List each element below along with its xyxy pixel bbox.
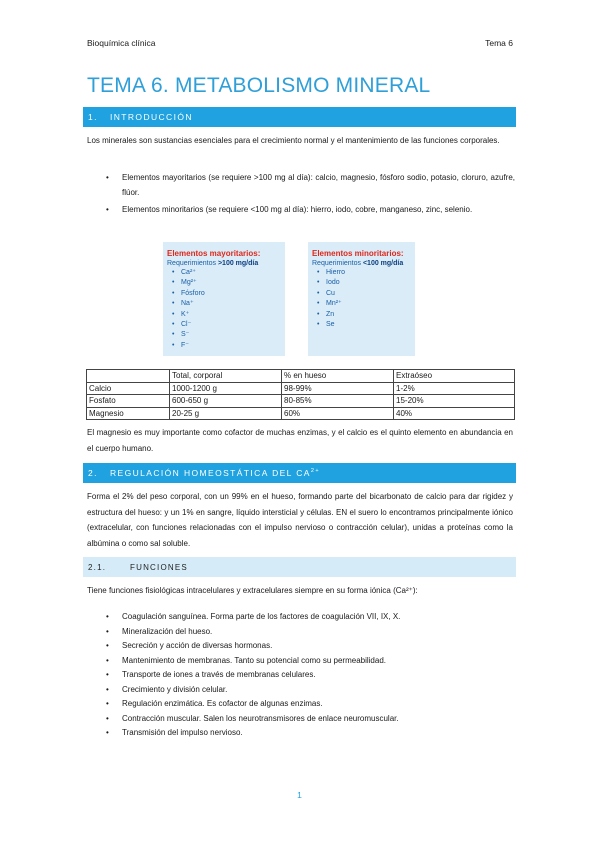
- bullet-icon: •: [172, 289, 175, 297]
- subsection-2-1-number: 2.1.: [88, 563, 107, 572]
- bullet-icon: •: [106, 728, 109, 737]
- minor-elements-box: [308, 242, 415, 356]
- bullet-icon: •: [106, 173, 109, 182]
- section-2-title-superscript: 2+: [310, 468, 320, 475]
- running-header-left: Bioquímica clínica: [87, 38, 156, 48]
- magnesium-calcium-note: El magnesio es muy importante como cofactor de muchas enzimas, y el calcio es el quinto elemento en abundancia en el cuerpo humano.: [87, 428, 513, 453]
- list-item: [87, 202, 515, 217]
- section-1-title: INTRODUCCIÓN: [110, 112, 193, 122]
- bullet-icon: •: [106, 713, 109, 723]
- element-label: Iodo: [326, 279, 340, 287]
- table-header-cell: [87, 370, 170, 383]
- list-item-text: Coagulación sanguínea. Forma parte de los factores de coagulación VII, IX, X.: [122, 612, 401, 621]
- list-item: [87, 698, 515, 709]
- table-cell: 1000-1200 g: [170, 382, 282, 395]
- element-item: [167, 320, 285, 330]
- table-cell: Magnesio: [87, 407, 170, 420]
- bullet-icon: •: [106, 670, 109, 679]
- element-label: F⁻: [181, 341, 189, 349]
- table-header-cell: Extraóseo: [394, 370, 515, 383]
- list-item: [87, 170, 515, 201]
- section-2-heading: [83, 463, 516, 483]
- running-header-right: Tema 6: [485, 38, 513, 48]
- element-item: [167, 289, 285, 299]
- element-label: Hierro: [326, 269, 346, 276]
- table-cell: 1-2%: [394, 382, 515, 395]
- element-label: Cl⁻: [181, 321, 192, 329]
- table-cell: 80-85%: [282, 395, 394, 408]
- list-item: [87, 640, 515, 651]
- page-number: 1: [297, 790, 302, 800]
- major-elements-list: [167, 268, 285, 351]
- table-cell: 40%: [394, 407, 515, 420]
- list-item-text: Contracción muscular. Salen los neurotransmisores de enlace neuromuscular.: [122, 713, 399, 723]
- table-cell: 15-20%: [394, 395, 515, 408]
- section-1-number: 1.: [88, 112, 98, 122]
- element-item: [167, 278, 285, 288]
- element-label: K⁺: [181, 310, 190, 318]
- table-cell: 98-99%: [282, 382, 394, 395]
- list-item-text: Mantenimiento de membranas. Tanto su potencial como su permeabilidad.: [122, 655, 386, 665]
- bullet-icon: •: [172, 300, 175, 308]
- mineral-distribution-table: [86, 369, 515, 420]
- major-elements-title: Elementos mayoritarios:: [167, 249, 261, 258]
- bullet-icon: •: [172, 341, 175, 349]
- table-cell: Calcio: [87, 382, 170, 395]
- bullet-icon: •: [172, 331, 175, 339]
- bullet-icon: •: [106, 641, 109, 650]
- element-item: [167, 268, 285, 278]
- list-item-text: Secreción y acción de diversas hormonas.: [122, 641, 273, 650]
- table-header-cell: Total, corporal: [170, 370, 282, 383]
- major-elements-requirement: Requerimientos >100 mg/día: [167, 260, 259, 267]
- list-item-text: Mineralización del hueso.: [122, 626, 213, 636]
- table-cell: 600-650 g: [170, 395, 282, 408]
- functions-intro: Tiene funciones fisiológicas intracelulares y extracelulares siempre en su forma iónica (Ca²⁺):: [87, 586, 418, 595]
- list-item-text: Regulación enzimática. Es cofactor de algunas enzimas.: [122, 699, 323, 708]
- bullet-icon: •: [106, 205, 109, 215]
- element-item: [167, 330, 285, 340]
- element-item: [312, 268, 415, 278]
- section-2-number: 2.: [88, 468, 98, 478]
- minor-elements-requirement: Requerimientos <100 mg/día: [312, 260, 404, 267]
- bullet-icon: •: [106, 655, 109, 665]
- list-item: [87, 713, 515, 724]
- list-item: [87, 669, 515, 680]
- table-row: [87, 382, 515, 395]
- element-item: [312, 310, 415, 320]
- bullet-icon: •: [172, 269, 175, 276]
- bullet-icon: •: [106, 699, 109, 708]
- table-cell: 20-25 g: [170, 407, 282, 420]
- element-label: Fósforo: [181, 289, 205, 297]
- list-item: [87, 611, 515, 622]
- page-title: TEMA 6. METABOLISMO MINERAL: [87, 74, 431, 97]
- element-label: Zn: [326, 310, 335, 318]
- subsection-2-1-heading: [83, 557, 516, 577]
- table-cell: 60%: [282, 407, 394, 420]
- calcium-functions-list: [87, 611, 515, 742]
- list-item: [87, 727, 515, 738]
- bullet-icon: •: [317, 310, 320, 318]
- bullet-icon: •: [317, 279, 320, 287]
- element-item: [312, 278, 415, 288]
- element-groups-list: [87, 170, 515, 219]
- bullet-icon: •: [317, 300, 320, 308]
- list-item-text: Elementos mayoritarios (se requiere >100 mg al día): calcio, magnesio, fósforo sodio, potasio, cloruro, azufre, flúor.: [122, 173, 515, 198]
- calcium-regulation-paragraph: Forma el 2% del peso corporal, con un 99% en el hueso, formando parte del bicarbonato de calcio para dar rigidez y estructura del hueso: y un 1% en sangre, líquido intersticial y células. EN el suero lo encontramos principalmente iónico (extracelular, con funciones relacionadas con el impulso nervioso o contracción celular), unidas a proteínas como la albúmina o como sal soluble.: [87, 492, 513, 548]
- bullet-icon: •: [317, 321, 320, 329]
- element-label: Se: [326, 321, 335, 329]
- element-label: Cu: [326, 289, 335, 297]
- minor-elements-title: Elementos minoritarios:: [312, 249, 404, 258]
- element-label: Ca²⁺: [181, 269, 196, 276]
- table-cell: Fosfato: [87, 395, 170, 408]
- bullet-icon: •: [317, 289, 320, 297]
- table-header-row: [87, 370, 515, 383]
- element-label: Mn²⁺: [326, 300, 342, 308]
- element-item: [167, 341, 285, 351]
- bullet-icon: •: [172, 310, 175, 318]
- intro-paragraph: Los minerales son sustancias esenciales para el crecimiento normal y el mantenimiento de las funciones corporales.: [87, 136, 500, 145]
- element-item: [167, 299, 285, 309]
- element-item: [312, 289, 415, 299]
- section-1-heading: [83, 107, 516, 127]
- bullet-icon: •: [172, 279, 175, 287]
- list-item: [87, 626, 515, 637]
- element-item: [312, 299, 415, 309]
- subsection-2-1-title: FUNCIONES: [130, 563, 188, 572]
- bullet-icon: •: [106, 626, 109, 636]
- major-elements-box: [163, 242, 285, 356]
- element-item: [167, 310, 285, 320]
- list-item: [87, 684, 515, 695]
- list-item-text: Elementos minoritarios (se requiere <100 mg al día): hierro, iodo, cobre, manganeso, zinc, selenio.: [122, 205, 473, 215]
- table-row: [87, 395, 515, 408]
- bullet-icon: •: [106, 684, 109, 694]
- bullet-icon: •: [172, 321, 175, 329]
- list-item: [87, 655, 515, 666]
- element-label: Mg²⁺: [181, 279, 197, 287]
- minor-elements-list: [312, 268, 415, 330]
- bullet-icon: •: [106, 612, 109, 621]
- element-item: [312, 320, 415, 330]
- list-item-text: Crecimiento y división celular.: [122, 684, 228, 694]
- element-label: Na⁺: [181, 300, 194, 308]
- list-item-text: Transporte de iones a través de membranas celulares.: [122, 670, 316, 679]
- bullet-icon: •: [317, 269, 320, 276]
- section-2-title: REGULACIÓN HOMEOSTÁTICA DEL CA: [110, 468, 311, 478]
- table-row: [87, 407, 515, 420]
- list-item-text: Transmisión del impulso nervioso.: [122, 728, 243, 737]
- element-label: S⁻: [181, 331, 190, 339]
- table-header-cell: % en hueso: [282, 370, 394, 383]
